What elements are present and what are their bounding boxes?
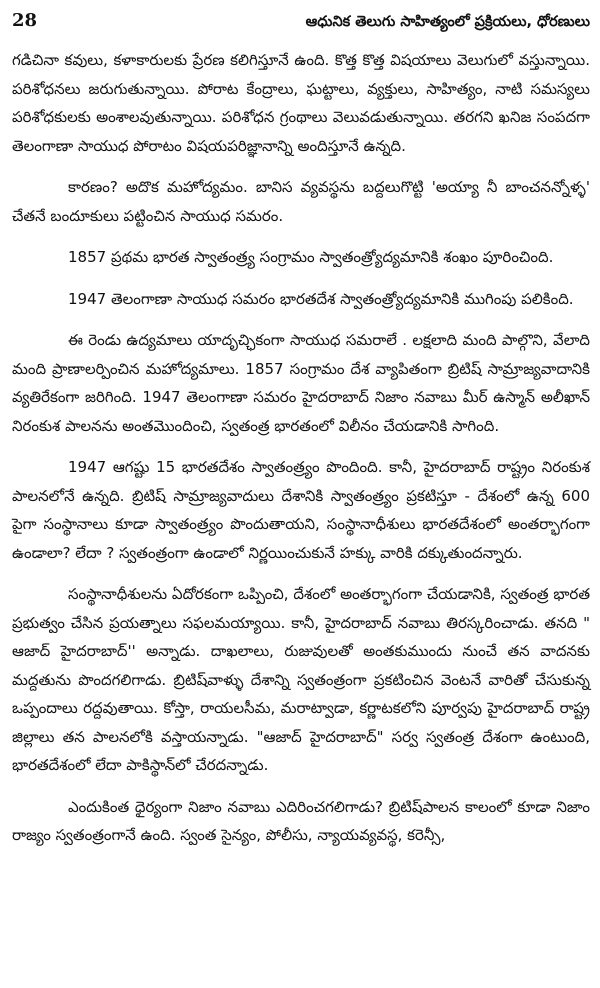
page-header [12,6,590,40]
running-title: ఆధునిక తెలుగు సాహిత్యంలో ప్రక్రియలు, ధోరణులు [305,14,590,30]
body-text [12,46,590,850]
paragraph-8: ఎందుకింత ధైర్యంగా నిజాం నవాబు ఎదిరించగలిగాడు? బ్రిటిష్‌పాలన కాలంలో కూడా నిజాం రాజ్యం స్వతంత్రంగానే ఉంది. స్వంత సైన్యం, పోలీసు, న్యాయవ్యవస్థ, కరెన్సీ, [12,797,590,844]
paragraph-2: కారణం? అదొక మహోద్యమం. బానిస వ్యవస్థను బద్దలుగొట్టి 'అయ్యా నీ బాంచనన్నోళ్ళ' చేతనే బందూకులు పట్టించిన సాయుధ సమరం. [12,178,590,225]
page-number: 28 [12,10,38,31]
paragraph-3: 1857 ప్రథమ భారత స్వాతంత్ర్య సంగ్రామం స్వాతంత్ర్యోద్యమానికి శంఖం పూరించింది. [68,248,554,266]
paragraph-7: సంస్థానాధీశులను ఏదోరకంగా ఒప్పించి, దేశంలో అంతర్భాగంగా చేయడానికి, స్వతంత్ర భారత ప్రభుత్వం చేసిన ప్రయత్నాలు సఫలమయ్యాయి. కానీ, హైదరాబాద్ నవాబు తిరస్కరించాడు. తనది " ఆజాద్ హైదరాబాద్'' అన్నాడు. దాఖలాలు, రుజువులతో అంతకుముందు నుంచే తన వాదనకు మద్దతును పొందగలిగాడు. బ్రిటిష్‌వాళ్ళు దేశాన్ని స్వతంత్రంగా ప్రకటించిన వెంటనే వారితో చేసుకున్న ఒప్పందాలు రద్దవుతాయి. కోస్తా, రాయలసీమ, మరాట్వాడా, కర్ణాటకలోని పూర్వపు హైదరాబాద్ రాష్ట్ర జిల్లాలు తన పాలనలోకి వస్తాయన్నాడు. "ఆజాద్ హైదరాబాద్" సర్వ స్వతంత్ర దేశంగా ఉంటుంది, భారతదేశంలో లేదా పాకిస్థాన్‌లో చేరదన్నాడు. [12,585,590,774]
paragraph-5: ఈ రెండు ఉద్యమాలు యాదృచ్ఛికంగా సాయుధ సమరాలే . లక్షలాది మంది పాల్గొని, వేలాది మంది ప్రాణాలర్పించిన మహోద్యమాలు. 1857 సంగ్రామం దేశ వ్యాపితంగా బ్రిటిష్ సామ్రాజ్యవాదానికి వ్యతిరేకంగా జరిగింది. 1947 తెలంగాణా సమరం హైదరాబాద్ నిజాం నవాబు మీర్ ఉస్మాన్ అలీఖాన్ నిరంకుశ పాలనను అంతమొందించి, స్వతంత్ర భారతంలో విలీనం చేయడానికి సాగింది. [12,331,590,435]
paragraph-1: గడిచినా కవులు, కళాకారులకు ప్రేరణ కలిగిస్తూనే ఉంది. కొత్త కొత్త విషయాలు వెలుగులో వస్తున్నాయి. పరిశోధనలు జరుగుతున్నాయి. పోరాట కేంద్రాలు, ఘట్టాలు, వ్యక్తులు, సాహిత్యం, నాటి సమస్యలు పరిశోధకులకు అంశాలవుతున్నాయి. పరిశోధన గ్రంథాలు వెలువడుతున్నాయి. తరగని ఖనిజ సంపదగా తెలంగాణా సాయుధ పోరాటం విషయపరిజ్ఞానాన్ని అందిస్తూనే ఉన్నది. [12,51,590,155]
paragraph-6: 1947 ఆగష్టు 15 భారతదేశం స్వాతంత్ర్యం పొందింది. కానీ, హైదరాబాద్ రాష్ట్రం నిరంకుశ పాలనలోనే ఉన్నది. బ్రిటిష్ సామ్రాజ్యవాదులు దేశానికి స్వాతంత్ర్యం ప్రకటిస్తూ - దేశంలో ఉన్న 600 పైగా సంస్థానాలు కూడా స్వాతంత్ర్యం పొందుతాయని, సంస్థానాధీశులు భారతదేశంలో అంతర్భాగంగా ఉండాలా? లేదా ? స్వతంత్రంగా ఉండాలో నిర్ణయించుకునే హక్కు వారికి దక్కుతుందన్నారు. [12,458,590,562]
paragraph-4: 1947 తెలంగాణా సాయుధ సమరం భారతదేశ స్వాతంత్ర్యోద్యమానికి ముగింపు పలికింది. [68,289,574,308]
